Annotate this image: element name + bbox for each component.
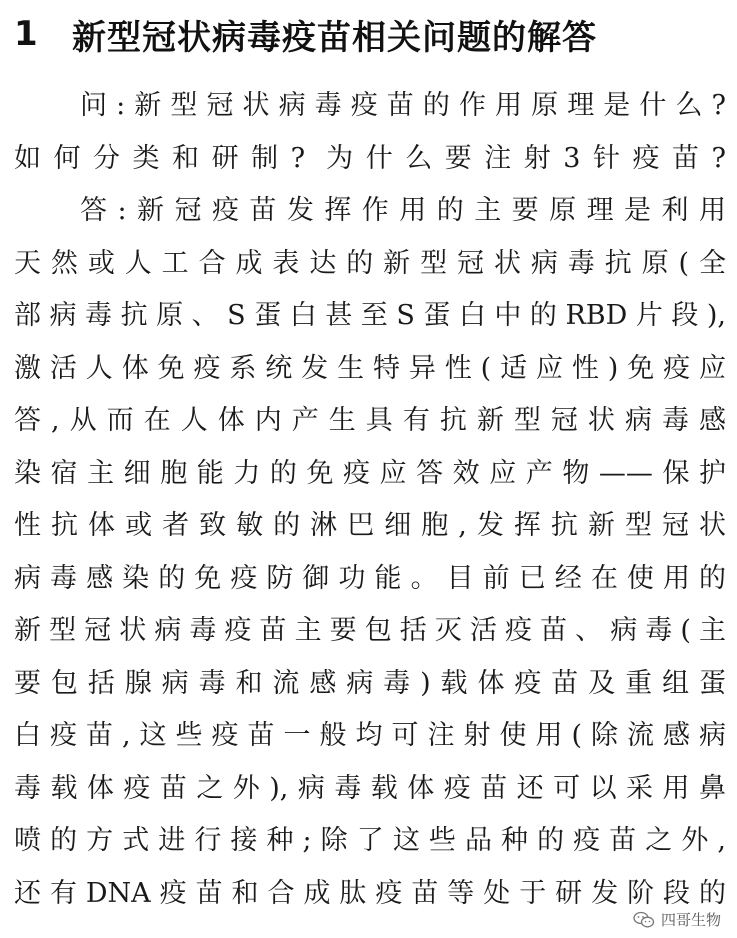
text-line: 问:新型冠状病毒疫苗的作用原理是什么? — [80, 90, 726, 121]
text-line: 白疫苗,这些疫苗一般均可注射使用(除流感病 — [14, 720, 726, 751]
text-line: 毒载体疫苗之外),病毒载体疫苗还可以采用鼻 — [14, 772, 726, 804]
text-line: 答:新冠疫苗发挥作用的主要原理是利用 — [80, 195, 726, 226]
text-line: 新型冠状病毒疫苗主要包括灭活疫苗、病毒(主 — [14, 615, 726, 646]
section-heading — [14, 6, 597, 62]
text-line: 性抗体或者致敏的淋巴细胞,发挥抗新型冠状 — [14, 510, 726, 541]
text-line: 喷的方式进行接种;除了这些品种的疫苗之外, — [14, 825, 726, 856]
text-line: 如何分类和研制? 为什么要注射3针疫苗? — [14, 142, 726, 174]
text-line: 染宿主细胞能力的免疫应答效应产物——保护 — [14, 457, 726, 489]
section-number: 1 — [14, 14, 38, 54]
wechat-icon — [633, 911, 655, 929]
text-line: 部病毒抗原、S蛋白甚至S蛋白中的RBD片段), — [14, 300, 726, 331]
body-text — [14, 80, 726, 920]
text-line: 天然或人工合成表达的新型冠状病毒抗原(全 — [14, 247, 726, 279]
text-line: 答,从而在人体内产生具有抗新型冠状病毒感 — [14, 405, 726, 436]
text-line: 病毒感染的免疫防御功能。目前已经在使用的 — [14, 562, 726, 594]
watermark — [633, 909, 721, 930]
text-line: 激活人体免疫系统发生特异性(适应性)免疫应 — [14, 352, 726, 384]
watermark-text: 四哥生物 — [660, 911, 721, 929]
text-line: 要包括腺病毒和流感病毒)载体疫苗及重组蛋 — [14, 667, 726, 699]
text-line: 还有DNA疫苗和合成肽疫苗等处于研发阶段的 — [14, 877, 726, 909]
section-title: 新型冠状病毒疫苗相关问题的解答 — [72, 17, 597, 58]
